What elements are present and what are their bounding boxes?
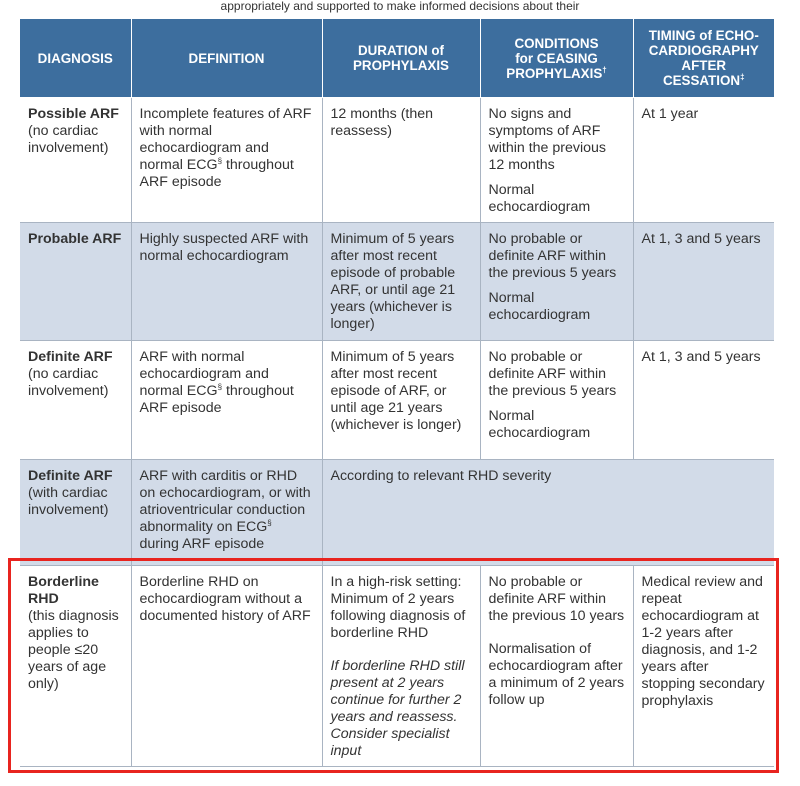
table-row-possible-arf	[20, 98, 774, 223]
conditions-cell: No probable or definite ARF within the previous 5 years Normal echocardiogram	[480, 341, 633, 460]
section-footnote-mark: §	[267, 518, 272, 528]
diagnosis-cell	[20, 566, 131, 767]
timing-cell: At 1, 3 and 5 years	[633, 341, 774, 460]
header-timing: TIMING of ECHO- CARDIOGRAPHY AFTER CESSATION‡	[633, 19, 774, 98]
cropped-intro-text: appropriately and supported to make informed decisions about their	[220, 0, 580, 13]
diagnosis-title: Definite ARF	[28, 349, 113, 365]
definition-cell: ARF with carditis or RHD on echocardiogram, or with atrioventricular conduction abnormality on ECG§ during ARF episode	[131, 460, 322, 566]
table-header-row	[20, 19, 774, 98]
diagnosis-cell	[20, 460, 131, 566]
definition-cell: Incomplete features of ARF with normal echocardiogram and normal ECG§ throughout ARF episode	[131, 98, 322, 223]
conditions-cell: No probable or definite ARF within the previous 5 years Normal echocardiogram	[480, 223, 633, 341]
header-diagnosis: DIAGNOSIS	[20, 19, 131, 98]
duration-cell: Minimum of 5 years after most recent episode of probable ARF, or until age 21 years (whichever is longer)	[322, 223, 480, 341]
diagnosis-title: Probable ARF	[28, 231, 122, 247]
diagnosis-note: (this diagnosis applies to people ≤20 years of age only)	[28, 608, 119, 692]
diagnosis-cell	[20, 98, 131, 223]
prophylaxis-duration-table	[20, 19, 774, 767]
diagnosis-cell	[20, 223, 131, 341]
duration-cell: Minimum of 5 years after most recent episode of ARF, or until age 21 years (whichever is longer)	[322, 341, 480, 460]
duration-merged-cell: According to relevant RHD severity	[322, 460, 774, 566]
diagnosis-note: (no cardiac involvement)	[28, 366, 109, 399]
table-row-borderline-rhd	[20, 566, 774, 767]
conditions-cell: No signs and symptoms of ARF within the previous 12 months Normal echocardiogram	[480, 98, 633, 223]
header-definition: DEFINITION	[131, 19, 322, 98]
definition-cell: Borderline RHD on echocardiogram without a documented history of ARF	[131, 566, 322, 767]
header-duration: DURATION of PROPHYLAXIS	[322, 19, 480, 98]
header-conditions: CONDITIONS for CEASING PROPHYLAXIS†	[480, 19, 633, 98]
diagnosis-cell	[20, 341, 131, 460]
table-row-definite-arf-no-cardiac	[20, 341, 774, 460]
duration-cell: 12 months (then reassess)	[322, 98, 480, 223]
table-row-probable-arf	[20, 223, 774, 341]
double-dagger-footnote-mark: ‡	[740, 72, 745, 82]
duration-italic-note: If borderline RHD still present at 2 years continue for further 2 years and reassess. Consider specialist input	[330, 658, 465, 759]
definition-cell: Highly suspected ARF with normal echocardiogram	[131, 223, 322, 341]
timing-cell: At 1 year	[633, 98, 774, 223]
table-row-definite-arf-cardiac	[20, 460, 774, 566]
timing-cell: Medical review and repeat echocardiogram at 1-2 years after diagnosis, and 1-2 years after stopping secondary prophylaxis	[633, 566, 774, 767]
diagnosis-title: Possible ARF	[28, 106, 119, 122]
diagnosis-note: (with cardiac involvement)	[28, 485, 109, 518]
diagnosis-title: Definite ARF	[28, 468, 113, 484]
dagger-footnote-mark: †	[602, 65, 607, 75]
duration-cell: In a high-risk setting: Minimum of 2 years following diagnosis of borderline RHD If borderline RHD still present at 2 years continue for further 2 years and reassess. Consider specialist input	[322, 566, 480, 767]
section-footnote-mark: §	[217, 156, 223, 166]
diagnosis-note: (no cardiac involvement)	[28, 123, 109, 156]
definition-cell: ARF with normal echocardiogram and normal ECG§ throughout ARF episode	[131, 341, 322, 460]
conditions-cell: No probable or definite ARF within the previous 10 years Normalisation of echocardiogram after a minimum of 2 years follow up	[480, 566, 633, 767]
timing-cell: At 1, 3 and 5 years	[633, 223, 774, 341]
section-footnote-mark: §	[217, 382, 223, 392]
diagnosis-title: Borderline RHD	[28, 574, 99, 607]
